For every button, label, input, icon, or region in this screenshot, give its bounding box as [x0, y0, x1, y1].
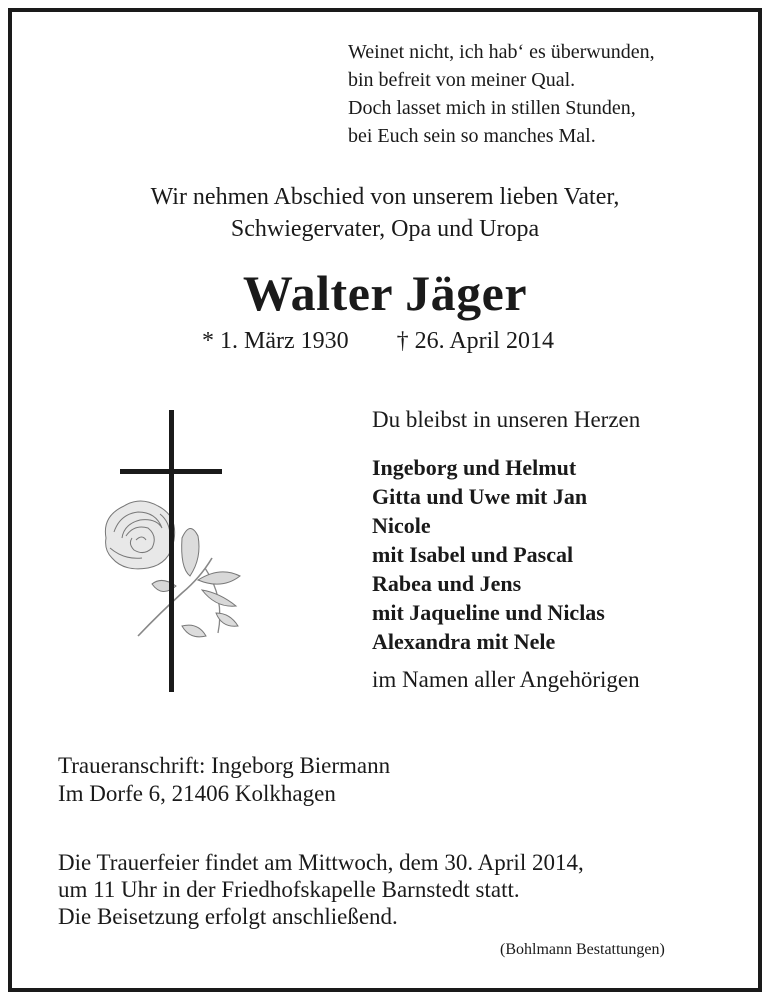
ceremony-notice — [58, 849, 584, 930]
ceremony-line: um 11 Uhr in der Friedhofskapelle Barnstedt statt. — [58, 877, 520, 902]
memory-line: Du bleibst in unseren Herzen — [372, 407, 641, 432]
poem-line: bei Euch sein so manches Mal. — [348, 125, 596, 147]
death-date: † 26. April 2014 — [396, 328, 554, 354]
undertaker-credit: (Bohlmann Bestattungen) — [500, 941, 665, 958]
address-line: Traueranschrift: Ingeborg Biermann — [58, 753, 391, 778]
address-line: Im Dorfe 6, 21406 Kolkhagen — [58, 781, 336, 806]
family-member: Nicole — [372, 513, 431, 538]
poem-line: Weinet nicht, ich hab‘ es überwunden, — [348, 41, 655, 63]
family-member: Rabea und Jens — [372, 571, 522, 596]
mourning-address — [58, 752, 390, 808]
ceremony-line: Die Beisetzung erfolgt anschließend. — [58, 904, 398, 929]
family-member: Alexandra mit Nele — [372, 629, 556, 654]
cross-icon — [90, 408, 260, 698]
farewell-intro — [0, 181, 770, 245]
poem-line: bin befreit von meiner Qual. — [348, 69, 576, 91]
family-member: mit Jaqueline und Niclas — [372, 600, 605, 625]
poem — [348, 38, 655, 150]
deceased-name: Walter Jäger — [242, 265, 528, 321]
family-member: Gitta und Uwe mit Jan — [372, 484, 588, 509]
birth-date: * 1. März 1930 — [202, 328, 349, 354]
family-member: Ingeborg und Helmut — [372, 455, 577, 480]
relatives-line: im Namen aller Angehörigen — [372, 667, 640, 692]
life-dates — [202, 325, 554, 357]
intro-line: Wir nehmen Abschied von unserem lieben Vater, — [150, 184, 620, 210]
poem-line: Doch lasset mich in stillen Stunden, — [348, 97, 636, 119]
family-list — [372, 453, 605, 656]
family-member: mit Isabel und Pascal — [372, 542, 574, 567]
intro-line: Schwiegervater, Opa und Uropa — [230, 216, 540, 242]
ceremony-line: Die Trauerfeier findet am Mittwoch, dem 30. April 2014, — [58, 850, 584, 875]
